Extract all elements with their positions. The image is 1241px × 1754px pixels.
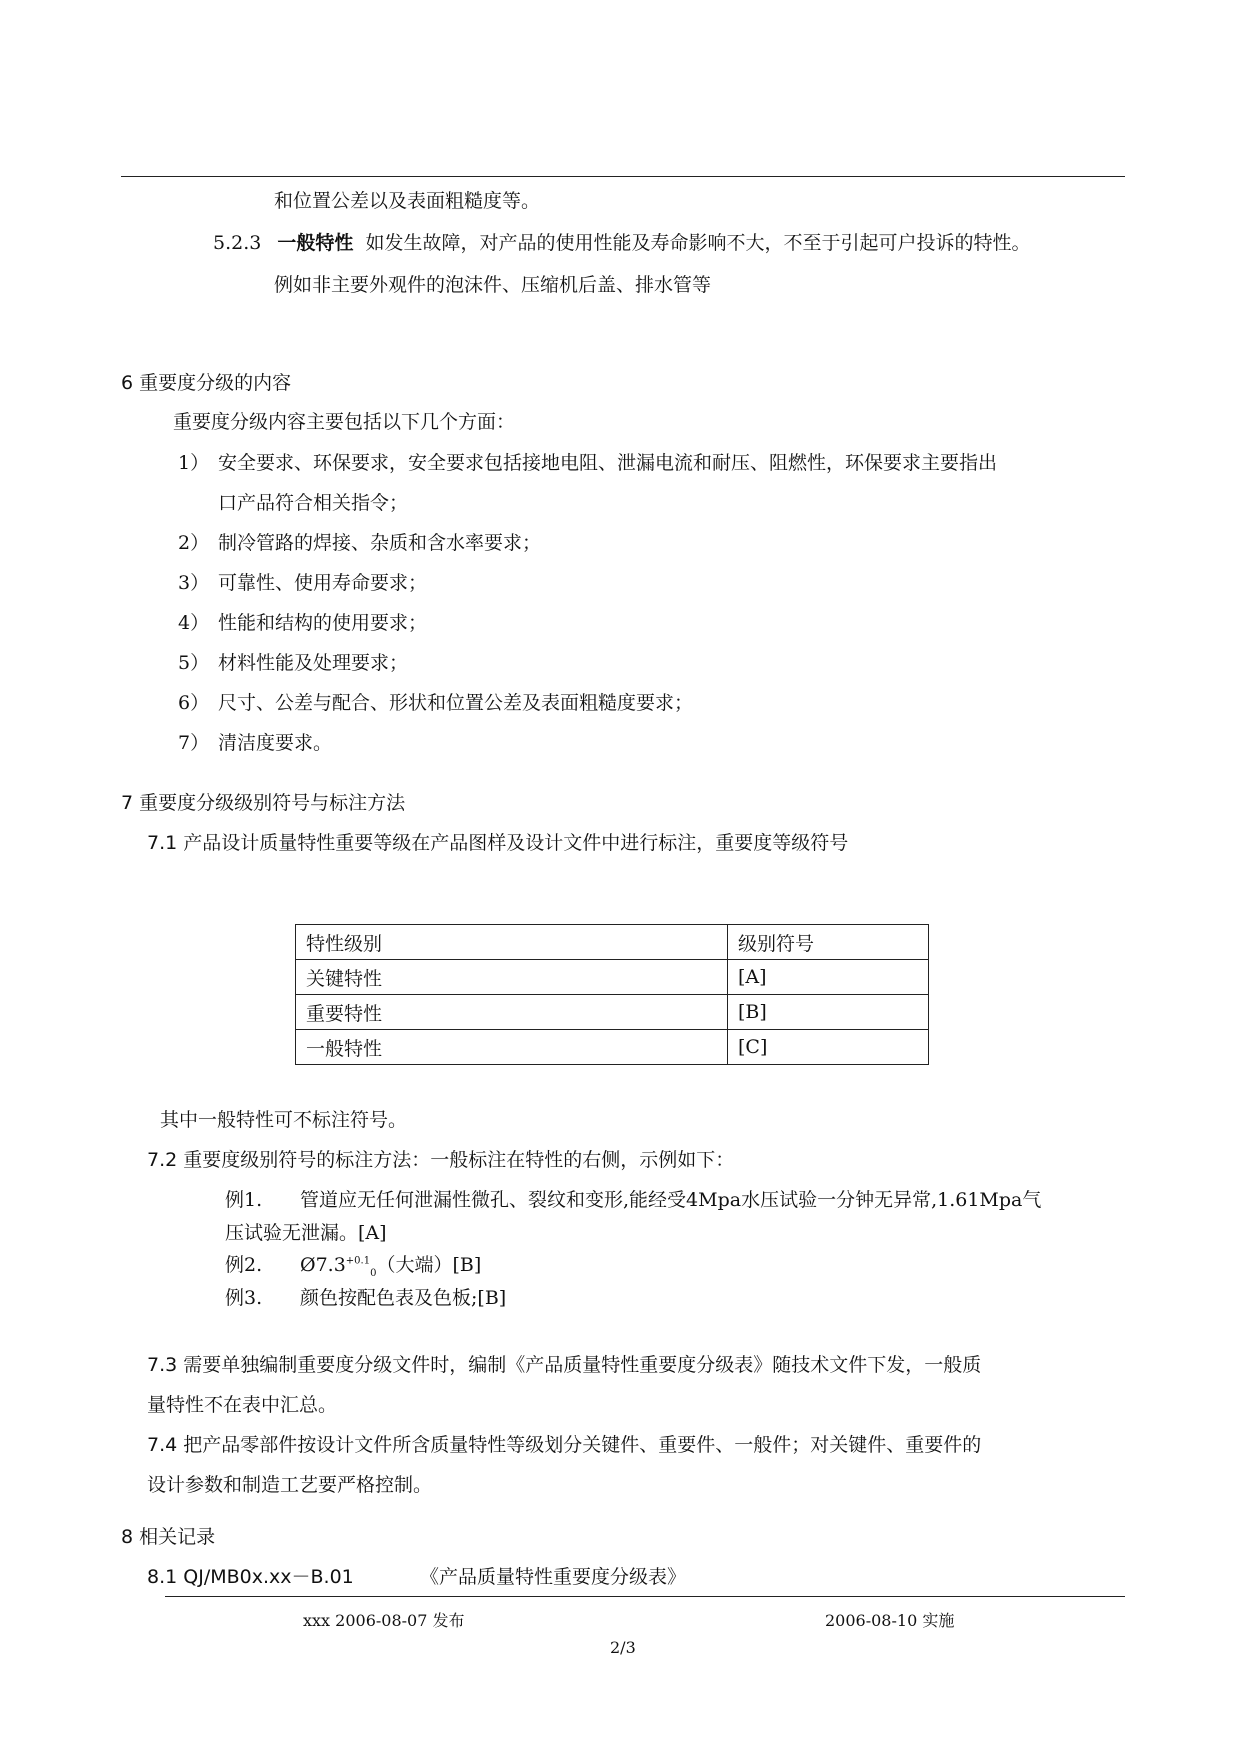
- list-item-number: 6）: [178, 692, 210, 714]
- example-1: [225, 1185, 1041, 1212]
- record-code: 8.1 QJ/MB0x.xx－B.01: [147, 1566, 354, 1588]
- example-text: 颜色按配色表及色板;[B]: [300, 1287, 507, 1309]
- example-1-cont: 压试验无泄漏。[A]: [225, 1222, 387, 1244]
- dimension-value: Ø7.3: [300, 1254, 346, 1276]
- list-item: [178, 728, 332, 755]
- section-8-heading: 8 相关记录: [121, 1526, 216, 1548]
- table-cell: [A]: [728, 960, 929, 995]
- table-row: [296, 995, 929, 1030]
- list-item-cont: 口产品符合相关指令；: [218, 492, 409, 514]
- list-item-number: 5）: [178, 652, 210, 674]
- section-6-intro: 重要度分级内容主要包括以下几个方面：: [173, 411, 516, 433]
- footer-rule: [165, 1596, 1125, 1597]
- list-item: [178, 448, 997, 475]
- list-item-text: 可靠性、使用寿命要求；: [218, 572, 428, 594]
- implement-date: 2006-08-10 实施: [825, 1611, 955, 1630]
- table-cell: [B]: [728, 995, 929, 1030]
- list-item: [178, 648, 408, 675]
- table-cell: 重要特性: [296, 995, 728, 1030]
- example-label: 例2.: [225, 1254, 263, 1276]
- list-item-number: 3）: [178, 572, 210, 594]
- clause-7-3-cont: 量特性不在表中汇总。: [147, 1394, 338, 1416]
- clause-8-1: [147, 1562, 686, 1589]
- list-item: [178, 528, 541, 555]
- tolerance-upper: +0.1: [345, 1255, 371, 1267]
- list-item-number: 1）: [178, 452, 210, 474]
- list-item-text: 性能和结构的使用要求；: [218, 612, 428, 634]
- table-cell: 一般特性: [296, 1030, 728, 1065]
- continuation-text: 和位置公差以及表面粗糙度等。: [274, 190, 541, 212]
- publish-date: xxx 2006-08-07 发布: [303, 1611, 465, 1630]
- table-row: [296, 1030, 929, 1065]
- clause-7-4: 7.4 把产品零部件按设计文件所含质量特性等级划分关键件、重要件、一般件；对关键件、重要件的: [147, 1434, 982, 1456]
- list-item-text: 尺寸、公差与配合、形状和位置公差及表面粗糙度要求；: [218, 692, 694, 714]
- example-label: 例1.: [225, 1189, 263, 1211]
- table-header-cell: 特性级别: [296, 925, 728, 960]
- clause-7-2: 7.2 重要度级别符号的标注方法：一般标注在特性的右侧，示例如下：: [147, 1149, 735, 1171]
- clause-term: 一般特性: [277, 232, 354, 254]
- table-note: 其中一般特性可不标注符号。: [160, 1109, 408, 1131]
- table-cell: 关键特性: [296, 960, 728, 995]
- list-item: [178, 688, 693, 715]
- clause-7-3: 7.3 需要单独编制重要度分级文件时，编制《产品质量特性重要度分级表》随技术文件下发，一般质: [147, 1354, 982, 1376]
- list-item-number: 2）: [178, 532, 210, 554]
- table-cell: [C]: [728, 1030, 929, 1065]
- clause-7-4-cont: 设计参数和制造工艺要严格控制。: [147, 1474, 433, 1496]
- clause-7-1: 7.1 产品设计质量特性重要等级在产品图样及设计文件中进行标注，重要度等级符号: [147, 832, 849, 854]
- clause-text: 如发生故障，对产品的使用性能及寿命影响不大，不至于引起可户投诉的特性。: [365, 232, 1031, 254]
- record-title: 《产品质量特性重要度分级表》: [420, 1566, 687, 1588]
- page-number: 2/3: [610, 1638, 636, 1657]
- grade-table: [295, 924, 929, 1065]
- header-rule: [121, 176, 1125, 177]
- list-item: [178, 608, 427, 635]
- example-label: 例3.: [225, 1287, 263, 1309]
- list-item-text: 制冷管路的焊接、杂质和含水率要求；: [218, 532, 542, 554]
- list-item-number: 4）: [178, 612, 210, 634]
- section-7-heading: 7 重要度分级级别符号与标注方法: [121, 792, 406, 814]
- example-2: [225, 1250, 481, 1279]
- example-3: [225, 1283, 506, 1310]
- list-item: [178, 568, 427, 595]
- list-item-text: 清洁度要求。: [218, 732, 333, 754]
- section-6-heading: 6 重要度分级的内容: [121, 372, 292, 394]
- clause-5-2-3: [213, 228, 1030, 255]
- tolerance-lower: 0: [370, 1267, 377, 1279]
- list-item-text: 安全要求、环保要求，安全要求包括接地电阻、泄漏电流和耐压、阻燃性，环保要求主要指出: [218, 452, 998, 474]
- clause-number: 5.2.3: [213, 232, 262, 254]
- example-text: （大端）[B]: [376, 1254, 482, 1276]
- example-text: 管道应无任何泄漏性微孔、裂纹和变形,能经受4Mpa水压试验一分钟无异常,1.61Mpa气: [300, 1189, 1042, 1211]
- list-item-text: 材料性能及处理要求；: [218, 652, 409, 674]
- list-item-number: 7）: [178, 732, 210, 754]
- table-header-row: [296, 925, 929, 960]
- table-header-cell: 级别符号: [728, 925, 929, 960]
- table-row: [296, 960, 929, 995]
- clause-5-2-3-cont: 例如非主要外观件的泡沫件、压缩机后盖、排水管等: [274, 274, 712, 296]
